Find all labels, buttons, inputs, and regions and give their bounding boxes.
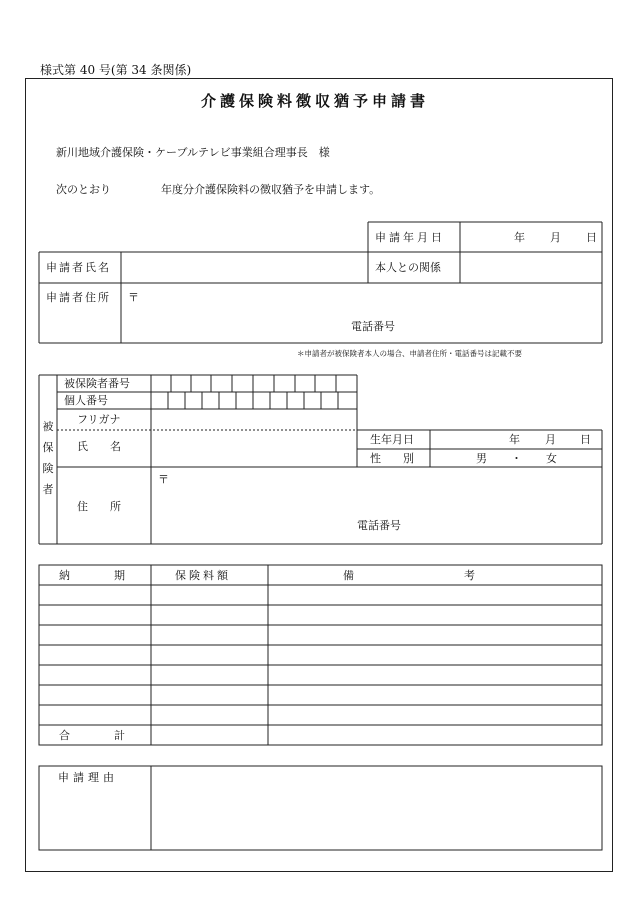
payment-row[interactable]	[40, 586, 601, 604]
form-number: 様式第 40 号(第 34 条関係)	[40, 63, 192, 77]
relation-label: 本人との関係	[375, 261, 441, 274]
application-date-year: 年	[514, 231, 525, 244]
gender-label: 性 別	[370, 452, 414, 465]
payment-row[interactable]	[40, 606, 601, 624]
applicant-address-label: 申請者住所	[46, 291, 111, 304]
application-date-day: 日	[586, 231, 597, 244]
applicant-postal-mark: 〒	[128, 291, 139, 304]
gender-separator: ・	[511, 452, 522, 465]
gender-male-option[interactable]: 男	[476, 452, 487, 465]
furigana-label: フリガナ	[77, 413, 121, 426]
insured-postal-mark: 〒	[158, 473, 169, 486]
payment-row[interactable]	[40, 706, 601, 724]
application-date-month: 月	[550, 231, 561, 244]
insured-section-label: 被保険者	[42, 420, 54, 496]
statement-body: 年度分介護保険料の徴収猶予を申請します。	[161, 183, 381, 196]
personal-number-label: 個人番号	[64, 394, 108, 407]
insured-number-input[interactable]	[152, 376, 356, 391]
addressee: 新川地域介護保険・ケーブルテレビ事業組合理事長 様	[56, 146, 330, 159]
total-amount-field[interactable]	[152, 726, 267, 744]
birth-day: 日	[580, 433, 591, 446]
payment-row[interactable]	[40, 686, 601, 704]
insured-address-label: 住 所	[77, 500, 121, 513]
insured-number-label: 被保険者番号	[64, 377, 130, 390]
application-date-label: 申請年月日	[375, 231, 445, 244]
birthdate-field[interactable]	[431, 431, 601, 448]
applicant-phone-label: 電話番号	[351, 320, 395, 333]
applicant-note: ＊申請者が被保険者本人の場合、申請者住所・電話番号は記載不要	[297, 349, 522, 358]
statement-prefix: 次のとおり	[56, 183, 111, 196]
payment-row[interactable]	[40, 626, 601, 644]
birth-year: 年	[509, 433, 520, 446]
furigana-field[interactable]	[152, 410, 356, 429]
gender-female-option[interactable]: 女	[546, 452, 557, 465]
col-remarks-header: 備 考	[343, 569, 475, 582]
insured-phone-label: 電話番号	[357, 519, 401, 532]
col-period-header: 納 期	[59, 569, 125, 582]
total-label: 合 計	[59, 729, 125, 742]
relation-field[interactable]	[461, 253, 601, 282]
birth-month: 月	[545, 433, 556, 446]
insured-name-label: 氏 名	[77, 440, 121, 453]
insured-name-field[interactable]	[152, 431, 356, 466]
payment-row[interactable]	[40, 646, 601, 664]
application-date-field[interactable]	[461, 223, 601, 251]
personal-number-input[interactable]	[152, 393, 356, 408]
reason-field[interactable]	[152, 767, 601, 849]
payment-row[interactable]	[40, 666, 601, 684]
col-amount-header: 保険料額	[175, 569, 231, 582]
applicant-name-label: 申請者氏名	[46, 261, 111, 274]
birthdate-label: 生年月日	[370, 433, 414, 446]
form-title: 介護保険料徴収猶予申請書	[201, 92, 430, 110]
reason-label: 申請理由	[58, 771, 118, 784]
applicant-name-field[interactable]	[122, 253, 367, 282]
applicant-address-field[interactable]	[122, 284, 601, 342]
